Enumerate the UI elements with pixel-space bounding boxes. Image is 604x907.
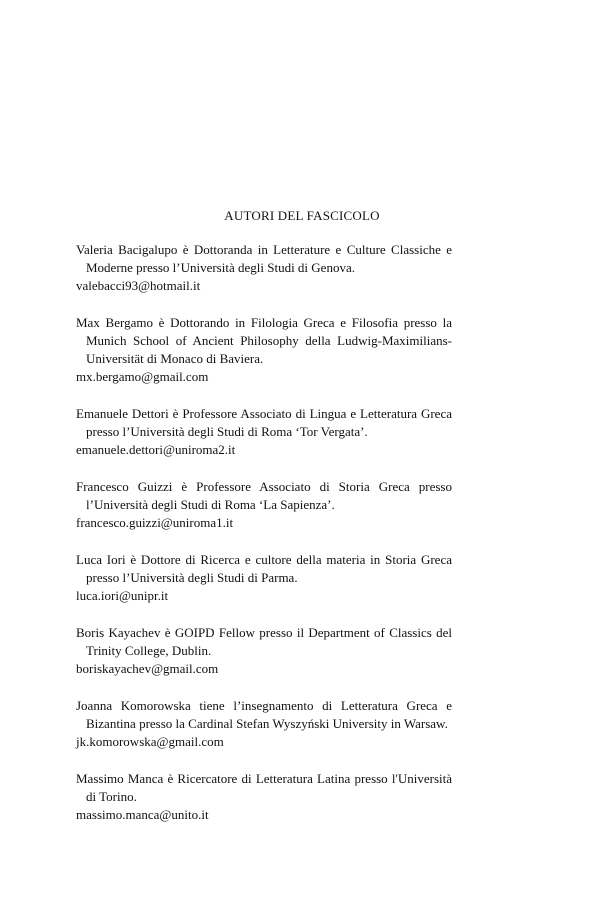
author-email: emanuele.dettori@uniroma2.it <box>76 442 236 457</box>
author-entry-bergamo <box>76 314 452 386</box>
author-list <box>76 241 452 843</box>
author-email: mx.bergamo@gmail.com <box>76 369 209 384</box>
author-email: boriskayachev@gmail.com <box>76 661 219 676</box>
author-bio: Emanuele Dettori è Professore Associato di Lingua e Letteratura Greca presso l’Università degli Studi di Roma ‘Tor Vergata’. <box>76 406 452 439</box>
section-heading: AUTORI DEL FASCICOLO <box>224 208 380 223</box>
author-email: massimo.manca@unito.it <box>76 807 209 822</box>
author-bio: Boris Kayachev è GOIPD Fellow presso il Department of Classics del Trinity College, Dublin. <box>76 625 452 658</box>
author-bio: Joanna Komorowska tiene l’insegnamento di Letteratura Greca e Bizantina presso la Cardinal Stefan Wyszyński University in Warsaw. <box>76 698 452 731</box>
author-bio: Massimo Manca è Ricercatore di Letteratura Latina presso l'Università di Torino. <box>76 771 452 804</box>
author-bio: Valeria Bacigalupo è Dottoranda in Letterature e Culture Classiche e Moderne presso l’Università degli Studi di Genova. <box>76 242 452 275</box>
author-email: luca.iori@unipr.it <box>76 588 169 603</box>
author-email: jk.komorowska@gmail.com <box>76 734 224 749</box>
author-entry-manca <box>76 770 452 824</box>
author-entry-iori <box>76 551 452 605</box>
author-bio: Luca Iori è Dottore di Ricerca e cultore della materia in Storia Greca presso l’Università degli Studi di Parma. <box>76 552 452 585</box>
author-entry-kayachev <box>76 624 452 678</box>
author-bio: Francesco Guizzi è Professore Associato di Storia Greca presso l’Università degli Studi di Roma ‘La Sapienza’. <box>76 479 452 512</box>
author-entry-bacigalupo <box>76 241 452 295</box>
author-entry-dettori <box>76 405 452 459</box>
author-entry-komorowska <box>76 697 452 751</box>
author-entry-guizzi <box>76 478 452 532</box>
author-bio: Max Bergamo è Dottorando in Filologia Greca e Filosofia presso la Munich School of Ancient Philosophy della Ludwig-Maximilians-Universität di Monaco di Baviera. <box>76 315 452 366</box>
author-email: valebacci93@hotmail.it <box>76 278 201 293</box>
author-email: francesco.guizzi@uniroma1.it <box>76 515 234 530</box>
